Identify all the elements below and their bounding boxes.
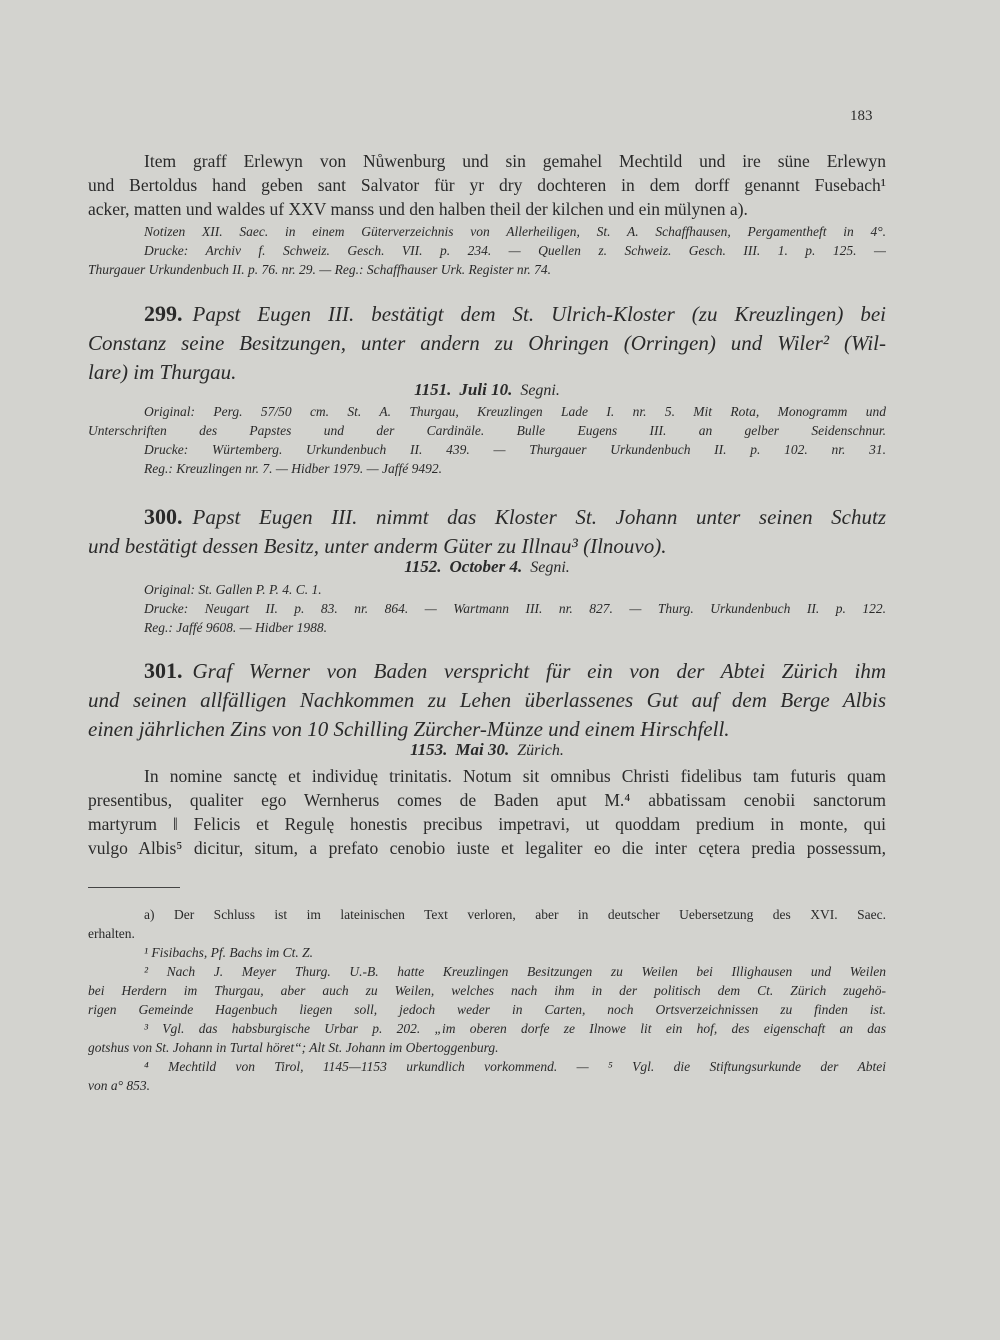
footnotes [88, 905, 886, 1095]
entry-299-notes [88, 402, 886, 478]
footnote-line: ¹ Fisibachs, Pf. Bachs im Ct. Z. [144, 945, 314, 960]
entry-301-heading [88, 656, 886, 744]
footnote-line: ⁴ Mechtild von Tirol, 1145—1153 urkundlich vorkommend. — ⁵ Vgl. die Stiftungsurkunde der Abtei [144, 1059, 886, 1074]
entry-301-date: 1153. Mai 30. Zürich. [410, 740, 564, 759]
footnote-line: rigen Gemeinde Hagenbuch liegen soll, jedoch weder in Carten, noch Ortsverzeichnissen zu finden ist. [88, 1002, 886, 1017]
intro-line: acker, matten und waldes uf XXV manss und den halben theil der kilchen und ein mülynen a). [88, 199, 748, 219]
entry-heading-line: 300. Papst Eugen III. nimmt das Kloster St. Johann unter seinen Schutz [144, 504, 886, 529]
note-line: Unterschriften des Papstes und der Cardinäle. Bulle Eugens III. an gelber Seidenschnur. [88, 423, 886, 438]
footnote-line: ² Nach J. Meyer Thurg. U.-B. hatte Kreuzlingen Besitzungen zu Weilen bei Illighausen und Weilen [144, 964, 886, 979]
intro-line: und Bertoldus hand geben sant Salvator für yr dry dochteren in dem dorff genannt Fusebach¹ [88, 175, 886, 195]
note-line: Original: St. Gallen P. P. 4. C. 1. [144, 582, 322, 597]
footnote-line: bei Herdern im Thurgau, aber auch zu Weilen, welches nach ihm in der politisch dem Ct. Zürich zugehö- [88, 983, 886, 998]
footnote-rule [88, 887, 180, 888]
footnote-line: erhalten. [88, 926, 135, 941]
entry-heading-line: 301. Graf Werner von Baden verspricht für ein von der Abtei Zürich ihm [144, 658, 886, 683]
entry-299-heading [88, 299, 886, 387]
intro-text [88, 149, 886, 221]
intro-line: Item graff Erlewyn von Nůwenburg und sin gemahel Mechtild und ire süne Erlewyn [144, 151, 886, 171]
note-line: Reg.: Jaffé 9608. — Hidber 1988. [144, 620, 327, 635]
entry-299-date: 1151. Juli 10. Segni. [414, 380, 560, 399]
text-line: presentibus, qualiter ego Wernherus comes de Baden aput M.⁴ abbatissam cenobii sanctorum [88, 790, 886, 810]
entry-heading-line: und seinen allfälligen Nachkommen zu Lehen überlassenes Gut auf dem Berge Albis [88, 688, 886, 712]
entry-number: 299. [144, 301, 183, 326]
entry-heading-line: lare) im Thurgau. [88, 360, 237, 384]
footnote-line: a) Der Schluss ist im lateinischen Text verloren, aber in deutscher Uebersetzung des XVI. Saec. [144, 907, 886, 922]
entry-number: 300. [144, 504, 183, 529]
entry-301-text [88, 764, 886, 860]
note-line: Thurgauer Urkundenbuch II. p. 76. nr. 29. — Reg.: Schaffhauser Urk. Register nr. 74. [88, 262, 551, 277]
text-line: martyrum ‖ Felicis et Regulę honestis precibus impetravi, ut quoddam predium in monte, qui [88, 814, 886, 834]
entry-300-heading [88, 502, 886, 561]
entry-heading-line: 299. Papst Eugen III. bestätigt dem St. Ulrich-Kloster (zu Kreuzlingen) bei [144, 301, 886, 326]
entry-300-notes [88, 580, 886, 637]
note-line: Original: Perg. 57/50 cm. St. A. Thurgau, Kreuzlingen Lade I. nr. 5. Mit Rota, Monogramm und [144, 404, 886, 419]
entry-300-date: 1152. October 4. Segni. [404, 557, 570, 576]
note-line: Drucke: Würtemberg. Urkundenbuch II. 439. — Thurgauer Urkundenbuch II. p. 102. nr. 31. [144, 442, 886, 457]
entry-number: 301. [144, 658, 183, 683]
footnote-line: gotshus von St. Johann in Turtal höret“; Alt St. Johann im Obertoggenburg. [88, 1040, 499, 1055]
footnote-line: von a° 853. [88, 1078, 151, 1093]
note-line: Notizen XII. Saec. in einem Güterverzeichnis von Allerheiligen, St. A. Schaffhausen, Pergamentheft in 4°. [144, 224, 886, 239]
note-line: Drucke: Archiv f. Schweiz. Gesch. VII. p. 234. — Quellen z. Schweiz. Gesch. III. 1. p. 125. — [144, 243, 886, 258]
entry-heading-line: und bestätigt dessen Besitz, unter anderm Güter zu Illnau³ (Ilnouvo). [88, 534, 667, 558]
text-line: In nomine sanctę et individuę trinitatis. Notum sit omnibus Christi fidelibus tam futuris quam [144, 766, 886, 786]
footnote-line: ³ Vgl. das habsburgische Urbar p. 202. „im oberen dorfe ze Ilnowe lit ein hof, des eigenschaft an das [144, 1021, 886, 1036]
page-number: 183 [850, 108, 873, 124]
note-line: Reg.: Kreuzlingen nr. 7. — Hidber 1979. — Jaffé 9492. [144, 461, 442, 476]
text-line: vulgo Albis⁵ dicitur, situm, a prefato cenobio iuste et legaliter eo die inter cętera predia possessum, [88, 838, 886, 858]
intro-notes [88, 222, 886, 279]
entry-heading-line: Constanz seine Besitzungen, unter andern zu Ohringen (Orringen) und Wiler² (Wil- [88, 331, 886, 355]
note-line: Drucke: Neugart II. p. 83. nr. 864. — Wartmann III. nr. 827. — Thurg. Urkundenbuch II. p. 122. [144, 601, 886, 616]
entry-heading-line: einen jährlichen Zins von 10 Schilling Zürcher-Münze und einem Hirschfell. [88, 717, 730, 741]
